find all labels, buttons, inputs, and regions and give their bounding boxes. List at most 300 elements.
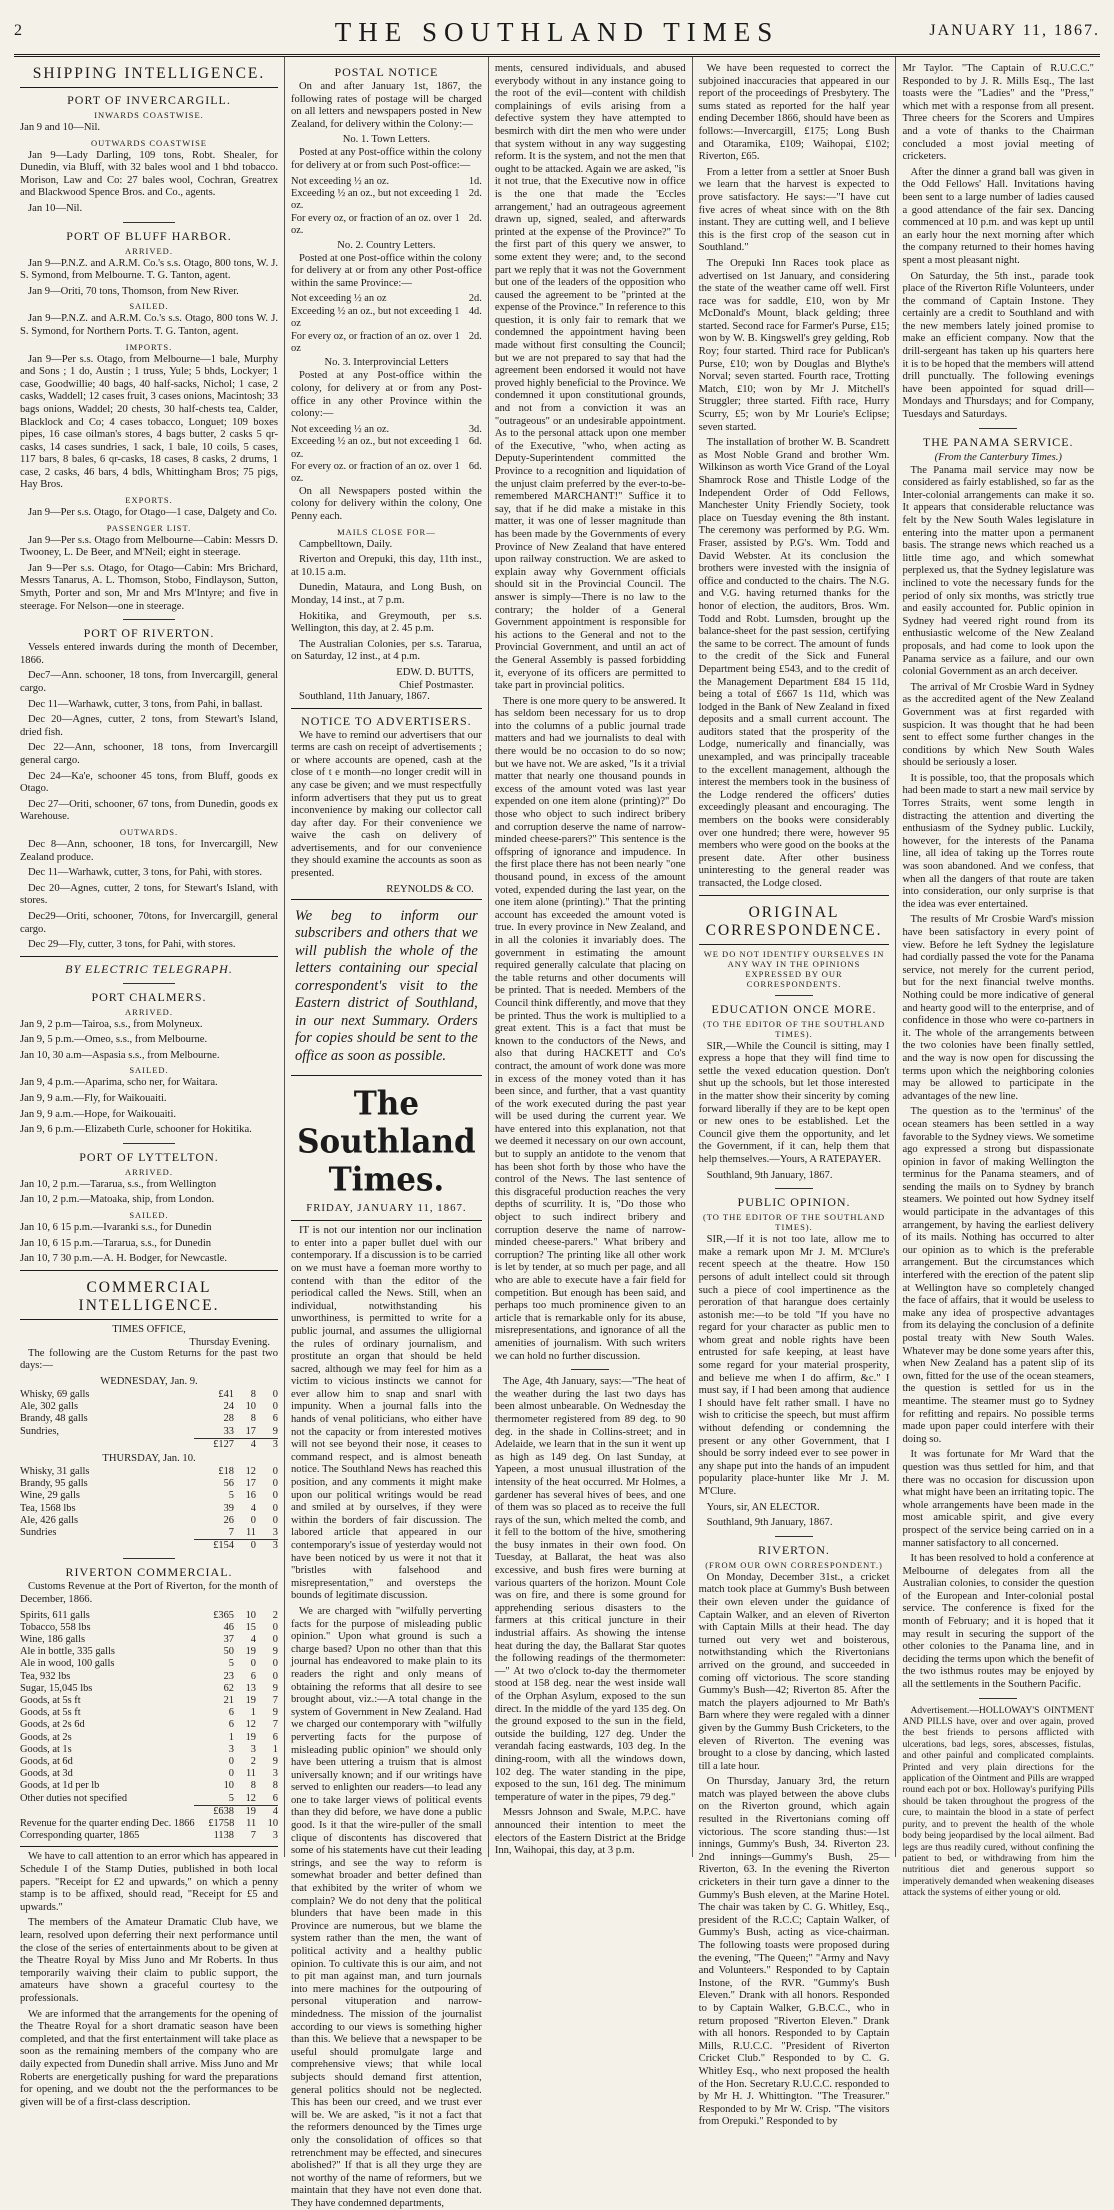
education-letter-place: Southland, 9th January, 1867. bbox=[706, 1169, 833, 1181]
table-cell-label: Sundries bbox=[20, 1527, 57, 1539]
table-cell-value: 0 bbox=[272, 1514, 278, 1526]
education-letter-head: EDUCATION ONCE MORE. bbox=[711, 1001, 877, 1016]
table-cell-label: Other duties not specified bbox=[20, 1792, 128, 1804]
sailed-label: SAILED. bbox=[129, 1210, 169, 1221]
table-cell-value: 17 bbox=[245, 1425, 256, 1437]
table-cell-value: 0 bbox=[272, 1389, 278, 1400]
column-3 bbox=[489, 57, 693, 1857]
oddfellows-item: The installation of brother W. B. Scandrett as Most Noble Grand and brother Wm. Wilkinson as worth Vice Grand of the Loyal Shamrock Rose and Thistle Lodge of the Independent Order of Odd Fellows, Manchester Unity Friendly Society, took place on Tuesday evening the 8th instant. The ceremony was performed by P.G. Wm. Fraser, assisted by P.G's. Wm. Todd and David Webster. At its conclusion the brothers were invested with the insignia of office and conducted to the chairs. The N.G. and V.G. having returned thanks for the honor of election, the auditors, Bros. Wm. Todd and Robt. Lumsden, brought up the balance-sheet for the past session, certifying the same to be correct. The amount of funds to the credit of the Sick and Funeral Department being £543, and to the credit of the Management Department £84 15 11d, being a total of £667 1s 11d, which was lodged in the Bank of New Zealand in fixed deposits and a small current account. The auditors stated that the prosperity of the Lodge, numerically and financially, was unexampled, and was principally traceable to the excellent management, although the interest the members took in the business of the Lodge rendered the officers' duties exceedingly pleasant and encouraging. The members on the books were considerably over one hundred; there were, however 95 members who were good on the books at the present date. After other business uninteresting to the general reader was transacted, the Lodge closed. bbox=[698, 437, 890, 889]
rate-label: Exceeding ½ an oz., but not exceeding 1 oz. bbox=[291, 436, 460, 460]
times-office: TIMES OFFICE, bbox=[112, 1323, 186, 1335]
table-cell-value: 3 bbox=[250, 1743, 256, 1755]
table-cell-value: 5 bbox=[228, 1490, 234, 1502]
mails-entry: Riverton and Orepuki, this day, 11th inst., at 10.15 a.m. bbox=[291, 554, 482, 578]
thursday-table bbox=[20, 1466, 278, 1539]
rate-value: 2d. bbox=[468, 330, 482, 342]
table-row bbox=[20, 1695, 278, 1707]
rate-row bbox=[291, 424, 482, 436]
table-row bbox=[20, 1527, 278, 1539]
panama-service-head: THE PANAMA SERVICE. bbox=[922, 434, 1074, 449]
shipping-headline: SHIPPING INTELLIGENCE. bbox=[20, 65, 278, 88]
running-date: JANUARY 11, 1867. bbox=[929, 22, 1100, 39]
postal-notice-head: POSTAL NOTICE bbox=[334, 65, 439, 79]
table-cell-label: Ale in wood, 100 galls bbox=[20, 1658, 115, 1670]
table-cell-value: 11 bbox=[245, 1527, 256, 1539]
riverton-customs-total bbox=[20, 1805, 278, 1818]
divider bbox=[20, 956, 278, 957]
table-cell-value: 0 bbox=[228, 1756, 234, 1768]
table-cell-label: Revenue for the quarter ending Dec. 1866 bbox=[20, 1818, 195, 1830]
shipping-entry: Jan 9, 2 p.m—Tairoa, s.s., from Molyneux. bbox=[20, 1018, 203, 1030]
table-cell-value: 13 bbox=[245, 1682, 256, 1694]
rate-label: Exceeding ½ an oz., but not exceeding 1 oz. bbox=[291, 187, 460, 212]
table-row bbox=[20, 1830, 278, 1842]
table-cell-label: Wine, 186 galls bbox=[20, 1634, 86, 1646]
shipping-entry: Dec 20—Agnes, cutter, 2 tons, for Stewart's Island, with stores. bbox=[20, 882, 278, 907]
table-row bbox=[20, 1671, 278, 1683]
shipping-entry: Jan 10, 6 15 p.m.—Tararua, s.s., for Dunedin bbox=[20, 1237, 212, 1249]
shipping-entry: Dec 11—Warhawk, cutter, 3 tons, for Pahi, with stores. bbox=[28, 867, 262, 879]
lyttelton-head: PORT OF LYTTELTON. bbox=[79, 1149, 219, 1164]
table-row bbox=[20, 1793, 278, 1805]
table-cell-value: 56 bbox=[223, 1478, 234, 1490]
divider bbox=[291, 708, 482, 709]
table-cell-label: Goods, at 2s bbox=[20, 1731, 72, 1743]
table-cell-label: Goods, at 5s ft bbox=[20, 1695, 81, 1707]
columns bbox=[14, 57, 1100, 2209]
commercial-headline: COMMERCIAL INTELLIGENCE. bbox=[20, 1279, 278, 1320]
postal-rates-3 bbox=[291, 424, 482, 486]
table-row bbox=[20, 1466, 278, 1478]
rate-row bbox=[291, 461, 482, 486]
public-opinion-place: Southland, 9th January, 1867. bbox=[706, 1517, 833, 1529]
table-cell-value: 6 bbox=[272, 1413, 278, 1425]
rate-value: 2d. bbox=[468, 212, 482, 224]
shipping-entry: Jan 10, 6 15 p.m.—Ivaranki s.s., for Dunedin bbox=[20, 1222, 212, 1234]
editorial-paragraph: IT is not our intention nor our inclination to enter into a paper bullet duel with our contemporary. If a discussion is to be carried on we must have a foeman more worthy to contend with than the editor of the periodical called the News. Still, when an individual, notwithstanding his unworthiness, is permitted to write for a public journal, and assumes the ulligiornal the rules of ordinary journalism, and prostitute an organ that should be held sacred, although we may feel for him as a victim to vicious instincts we cannot for ever allow him to snap and snarl with impunity. When a journal falls into the hands of venal politicians, who either have not the capacity or from interested motives will not see beyond their nose, it ceases to command respect, and is almost beneath notice. The Southland News has reached this position, and any comments it might make upon our political writings would be read and smiled at by ourselves, if they were within the borders of fair discussion. The labored article that appeared in our contemporary's issue of yesterday would not have been noticed by us were it not that it "bristles with falsehood and misrepresentation," and oversteps the bounds of legitimate discussion. bbox=[291, 1225, 482, 1602]
table-row bbox=[20, 1683, 278, 1695]
shipping-entry: Jan 9, 9 a.m.—Fly, for Waikouaiti. bbox=[20, 1093, 167, 1105]
shipping-entry: Jan 9, 9 a.m.—Hope, for Waikouaiti. bbox=[20, 1108, 177, 1120]
shipping-entry: Dec 20—Agnes, cutter, 2 tons, from Stewart's Island, dried fish. bbox=[20, 714, 278, 738]
table-cell-label: Goods, at 1d per lb bbox=[20, 1780, 100, 1792]
table-cell-value: £41 bbox=[218, 1389, 234, 1400]
shipping-entry: Dec 24—Ka'e, schooner 45 tons, from Bluff, goods ex Otago. bbox=[20, 770, 278, 795]
table-cell-label: Brandy, 95 galls bbox=[20, 1478, 88, 1490]
table-row bbox=[20, 1610, 278, 1622]
table-cell-value: 2 bbox=[272, 1609, 278, 1621]
postmaster-name: EDW. D. BUTTS, bbox=[396, 666, 474, 678]
table-cell-label: Goods, at 5s ft bbox=[20, 1707, 81, 1719]
mails-entry: The Australian Colonies, per s.s. Tararua, on Saturday, 12 inst., at 4 p.m. bbox=[291, 638, 482, 663]
cricket-report: Mr Taylor. "The Captain of R.U.C.C." Responded to by J. R. Mills Esq., The last toasts were the "Ladies" and the "Press," which met with a response from all present. Three cheers for the Scorers and Umpires and a vote of thanks to the Chairman concluded a most jovial meeting of cricketers. bbox=[902, 63, 1094, 163]
table-cell-value: 6 bbox=[228, 1719, 234, 1731]
table-cell-label bbox=[20, 1805, 194, 1818]
cricket-report: On Thursday, January 3rd, the return match was played between the above clubs on the Riverton ground, which again resulted in the Rivertonians coming off victorious. The score standing thus:—1st innings, Gummy's Bush, 34. Riverton 23. 2nd innings—Gummy's Bush, 25—Riverton, 63. In the evening the Riverton cricketers in their turn gave a dinner to the Gummy's Bush eleven, at the Marine Hotel. The chair was taken by C. G. Whitley, Esq., president of the R.C.C; Captain Walker, of Gummy's Bush, acting as vice-chairman. The following toasts were proposed during the evening, "The Queen;" "Army and Navy and Volunteers." Responded to by Captain Instone, of the RVR. "Gummy's Bush Eleven." Drank with all honors. Responded to by Captain Walker, G.B.C.C., who in return proposed "Riverton Eleven." Drank with all honors. Responded to by Captain Mills, R.U.C.C. "President of Riverton Cricket Club." Responded to by C. G. Whitley Esq., who next proposed the health of the Hon. Secretary R.U.C.C. responded to by Mr H. J. Whittington. "The Treasurer." Responded to by Mr W. Crisp. "The visitors from Orepuki." Responded to by bbox=[698, 1776, 890, 2128]
mails-entry: Dunedin, Mataura, and Long Bush, on Monday, 14 inst., at 7 p.m. bbox=[291, 582, 482, 606]
table-cell-value: 19 bbox=[245, 1646, 256, 1658]
shipping-entry: Dec 27—Oriti, schooner, 67 tons, from Dunedin, goods ex Warehouse. bbox=[20, 798, 278, 823]
mails-close-head: MAILS CLOSE FOR— bbox=[337, 526, 436, 537]
table-cell-value: 3 bbox=[228, 1743, 234, 1755]
postal-rates-1 bbox=[291, 176, 482, 238]
table-cell-value: 19 bbox=[245, 1731, 256, 1743]
original-correspondence-head: ORIGINAL CORRESPONDENCE. bbox=[705, 903, 883, 939]
sailed-label: SAILED. bbox=[129, 1065, 169, 1076]
table-cell-value: 9 bbox=[272, 1682, 278, 1694]
table-cell-value: 6 bbox=[272, 1792, 278, 1804]
table-cell-value: 0 bbox=[272, 1502, 278, 1514]
divider bbox=[291, 1220, 482, 1221]
table-cell-value: 0 bbox=[250, 1658, 256, 1670]
divider bbox=[775, 1536, 813, 1537]
table-cell-value: 4 bbox=[250, 1634, 256, 1646]
editorial-paragraph: We are charged with "wilfully perverting facts for the purpose of misleading public opinion." Upon what ground is such a charge based? Upon no other than that this journal has endeavored to make plain to its readers the right and only means of obtaining the reforms that all desire to see brought about, viz.:—A total change in the system of Government in New Zealand. Had we charged our contemporary with "wilfully perverting facts for the purpose of misleading public opinion" we should only have been uttering a truism that is almost universally known; and if our writings have served to enlighten our readers—to lead any one to take larger views of political events than they did before, we have done a public good. Is it that the wire-puller of the small clique of discontents has discovered that some of his statements have cut their leading strings, and see the way to reform is somewhat broader and better defined than that exhibited by the writer of whom we complain? We do not deny that the political blunders that have been made in this Province are numerous, but we blame the system rather than the men, the want of political activity and a healthy public opinion. To cultivate this is our aim, and not to pit man against man, and turn journals into mere machines for the outpouring of personal vituperation and narrow-mindedness. The mission of the journalist according to our views is something higher than this. We believe that a newspaper to be useful should promulgate large and comprehensive views; that while local subjects should demand first attention, general politics should not be neglected. This has been our creed, and we trust ever will be. We are asked, "is it not a fact that the reformers denounced by the Times urge only the consolidation of offices so that retrenchment may be effected, and sinecures abolished?" If that is all they urge they are not worthy of the name of reformers, but we maintain that they have not even done that. They have condemned departments, bbox=[291, 1605, 482, 2209]
table-cell-label: Whisky, 31 galls bbox=[20, 1466, 90, 1478]
advertisers-notice-sig: REYNOLDS & CO. bbox=[386, 883, 474, 895]
customs-intro: The following are the Custom Returns for the past two days:— bbox=[20, 1347, 278, 1372]
divider bbox=[20, 1270, 278, 1271]
column-5 bbox=[896, 57, 1100, 1899]
table-row bbox=[20, 1490, 278, 1502]
rifles-report: On Saturday, the 5th inst., parade took place of the Riverton Rifle Volunteers, under the command of Captain Instone. They certainly are a credit to Southland and with the new members lately joined promise to make an efficient company. Now that the drill-sergeant has taken up his quarters here it is to be hoped that the members will attend drill punctually. The following evenings have been appointed for squad drill—Mondays and Thursdays; and for Company, Tuesdays and Saturdays. bbox=[902, 270, 1094, 421]
table-cell-value: 15 bbox=[245, 1621, 256, 1633]
shipping-entry: Jan 10, 30 a.m—Aspasia s.s., from Melbourne. bbox=[20, 1049, 220, 1061]
mails-entry: Hokitika, and Greymouth, per s.s. Wellington, this day, at 2. 45 p.m. bbox=[291, 610, 482, 635]
table-cell-label: Corresponding quarter, 1865 bbox=[20, 1830, 140, 1842]
table-cell-value: 24 bbox=[223, 1401, 234, 1413]
table-cell-value: 5 bbox=[228, 1792, 234, 1804]
panama-paragraph: The Panama mail service may now be considered as fairly established, so far as the Inter-colonial arrangements can make it so. It appears that considerable reluctance was felt by the New South Wales legislature in entering into the matter upon a permanent basis. The strange news which reached us a little time ago, and which somewhat perplexed us, that the Sydney legislature was inclined to vote the necessary funds for the period of only six months, was strictly true and easily accounted for. Public opinion in Sydney had veered right round from its enthusiastic welcome of the New Zealand proposals, and had come to look upon the Panama service as a failure, and our own colonial Government as an arch deceiver. bbox=[902, 464, 1094, 678]
shipping-entry: Jan 9—P.N.Z. and A.R.M. Co.'s s.s. Otago, 800 tons W. J. S. Symond, for Northern Ports. T. G. Tanton, agent. bbox=[20, 313, 278, 337]
divider bbox=[571, 1369, 609, 1370]
public-opinion-sig: Yours, sir, AN ELECTOR. bbox=[706, 1501, 820, 1513]
thursday-evening: Thursday Evening. bbox=[189, 1336, 270, 1348]
table-row bbox=[20, 1818, 278, 1830]
table-cell-value: 6 bbox=[228, 1707, 234, 1719]
postmaster-place: Southland, 11th January, 1867. bbox=[299, 690, 430, 702]
shipping-entry: Dec 8—Ann, schooner, 18 tons, for Invercargill, New Zealand produce. bbox=[20, 838, 278, 863]
rate-value: 2d. bbox=[468, 293, 482, 305]
column-2 bbox=[285, 57, 489, 2209]
revenue-quarter-1865 bbox=[20, 1830, 278, 1842]
table-cell-value: 0 bbox=[250, 1514, 256, 1526]
divider bbox=[699, 944, 890, 945]
table-cell-value: £154 bbox=[194, 1539, 234, 1552]
nameplate: The Southland Times. bbox=[297, 1085, 476, 1199]
column-4 bbox=[693, 57, 897, 2128]
divider bbox=[123, 1143, 175, 1144]
rate-row bbox=[291, 436, 482, 461]
table-cell-value: 6 bbox=[250, 1670, 256, 1682]
table-cell-value: 7 bbox=[272, 1719, 278, 1731]
rate-label: Not exceeding ½ an oz. bbox=[291, 423, 390, 435]
imports-label: IMPORTS. bbox=[125, 341, 173, 352]
rate-value: 4d. bbox=[468, 305, 482, 317]
table-cell-value: 12 bbox=[245, 1792, 256, 1804]
bluff-head: PORT OF BLUFF HARBOR. bbox=[66, 228, 232, 243]
table-cell-value: 12 bbox=[245, 1719, 256, 1731]
table-cell-value: 8 bbox=[250, 1780, 256, 1792]
passenger-label: PASSENGER LIST. bbox=[106, 522, 192, 533]
panama-paragraph: The results of Mr Crosbie Ward's mission have been satisfactory in every point of view. Before he left Sydney the legislature had cordially passed the vote for the Panama service, not merely for the current period, but for the next financial twelve months. Nothing could be more indicative of general and hearty good will to the enterprise, and of confidence in those who were co-partners in it. The whole of the arrangements between the two colonies have been finally settled, and the way is now open for discussing the terms upon which the neighboring colonies may be allowed to participate in the advantages of the new line. bbox=[902, 914, 1094, 1102]
table-cell-value: 3 bbox=[272, 1830, 278, 1842]
table-cell-label: Ale in bottle, 335 galls bbox=[20, 1646, 115, 1658]
table-cell-value: 28 bbox=[223, 1413, 234, 1425]
table-cell-label: Goods, at 6d bbox=[20, 1756, 73, 1768]
shipping-entry: Dec7—Ann. schooner, 18 tons, from Invercargill, general cargo. bbox=[20, 670, 278, 694]
shipping-entry: Jan 10, 2 p.m.—Matoaka, ship, from London. bbox=[20, 1194, 215, 1206]
education-letter: SIR,—While the Council is sitting, may I express a hope that they will find time to settle the vexed education question. Don't shut up the schools, but let those interested in the matter show their sincerity by coming forward liberally if they are to be kept open or new ones to be established. Let the Council give them the opportunity, and let the Government, if it can, help them that help themselves.—Yours, A RATEPAYER. bbox=[698, 1040, 890, 1165]
table-cell-value: 0 bbox=[272, 1634, 278, 1646]
shipping-entry: Vessels entered inwards during the month of December, 1866. bbox=[20, 642, 278, 666]
advertisers-notice-text: We have to remind our advertisers that our terms are cash on receipt of advertisements ; or where accounts are opened, cash at the close of t e month—no longer credit will in any case be given; and we must respectfully inform advertisers that they put us to great inconvenience by making our collector call day after day. For their convenience we waive the cash on delivery of advertisements, and for our convenience they should examine the accounts as soon as presented. bbox=[291, 729, 482, 880]
table-row bbox=[20, 1768, 278, 1780]
outwards-label: OUTWARDS COASTWISE bbox=[91, 137, 207, 148]
table-cell-value: 17 bbox=[245, 1478, 256, 1490]
editorial-paragraph: ments, censured individuals, and abused everybody without in any instance going to the root of the evil—content with childish complainings of evils arising from a defective system they have attempted to besmirch with dirt the men who were under that system without in any way suggesting reform. It is the system, and not the men that ought to be attacked. Again we are asked, "is it not true, that the Executive now in office is the one that made the 'Eccles arrangement,' had an outrageous agreement drawn up, signed, sealed, and afterwards printed at the expense of the Province?" To the first part of this query we answer, to some extent they were; and, to the second part we reply that it was not the Government but one of the leaders of the opposition who caused the agreement to be "printed at the expense of the Province." In reference to this question, it is only fair to remark that we condemned the appointment having been made without first consulting the Council; but we are not prepared to say that had the agreement been endorsed it would not have proved highly beneficial to the Province. We condemned it upon constitutional grounds, and not from a conviction it was an "outrageous" or an undesirable appointment. As to the personal attack upon one member of the Executive, "who, when acting as Deputy-Superintendent committed the Province to a recognition and liquidation of the unjust claim preferred by the ever-to-be-remembered MARCHANT!" Suffice it to say, that if he did make a mistake in this matter, it was one of lesser magnitude than has been made by the Governments of every Province of New Zealand that have entered upon railway construction. We are asked to explain away why Government officials should sit in the Provincial Council. The answer is simply—There is no law to the contrary; the holder of a General Government appointment is responsible for his actions to the General and not to the Provincial Government, and until an act of the General Assembly is passed forbidding it, everyone of its officers are permitted to take part in provincial politics. bbox=[494, 63, 686, 692]
divider bbox=[699, 895, 890, 896]
rate-label: For every oz, or fraction of an oz. over 1 oz. bbox=[291, 212, 460, 237]
rate-value: 6d. bbox=[468, 436, 482, 448]
invercargill-head: PORT OF INVERCARGILL. bbox=[67, 93, 231, 107]
races-item: The Orepuki Inn Races took place as advertised on 1st January, and considering the state of the weather came off well. First race was for saddle, £10, won by Mr McDonald's Mount, black gelding; three started. Second race for Farmer's Purse, £15; won by W. B. Kingswell's grey gelding, Rob Roy; four started. Third race for Publican's Purse, £10; won by Douglas and Blythe's Norval; seven started. Fourth race, Trotting Match, £10; won by Mr J. Mitchell's Struggler; three started. Fifth race, Hurry Scurry, £5; won by Mr Lourie's Eclipse; seven started. bbox=[698, 257, 890, 433]
table-cell-value: 9 bbox=[272, 1646, 278, 1658]
rate-row bbox=[291, 293, 482, 305]
table-cell-value: 10 bbox=[267, 1818, 279, 1830]
table-cell-label: Tobacco, 558 lbs bbox=[20, 1621, 91, 1633]
shipping-entry: Jan 9, 5 p.m.—Omeo, s.s., from Melbourne. bbox=[20, 1034, 208, 1046]
table-cell-label: Tea, 1568 lbs bbox=[20, 1502, 76, 1514]
table-cell-value: 0 bbox=[228, 1768, 234, 1780]
shipping-entry: Jan 9—Lady Darling, 109 tons, Robt. Shealer, for Dunedin, via Bluff, with 32 bales wool and 1 bhd tobacco. Morison, Law and Co: 27 bales wool, Cochran, Greatrex and Blackwood Spence Bros. and Co., agents. bbox=[20, 149, 278, 199]
wednesday-total bbox=[20, 1438, 278, 1451]
postal-no2-text: Posted at one Post-office within the colony for delivery at or from any other Post-office within the same Province:— bbox=[291, 252, 482, 289]
table-cell-label: Sugar, 15,045 lbs bbox=[20, 1682, 93, 1694]
table-cell-value: 0 bbox=[272, 1401, 278, 1413]
table-cell-value: 3 bbox=[272, 1527, 278, 1539]
editorial-dateline: FRIDAY, JANUARY 11, 1867. bbox=[306, 1202, 467, 1215]
table-cell-value: 3 bbox=[272, 1768, 278, 1780]
sailed-label: SAILED. bbox=[129, 301, 169, 312]
table-row bbox=[20, 1426, 278, 1438]
panama-paragraph: The arrival of Mr Crosbie Ward in Sydney as the accredited agent of the New Zealand Government was at first regarded with suspicion. It was thought that he had been sent to effect some further changes in the conditions by which New South Wales should be seriously a loser. bbox=[902, 681, 1094, 769]
arrived-label: ARRIVED. bbox=[125, 245, 173, 256]
divider bbox=[291, 899, 482, 900]
table-row bbox=[20, 1503, 278, 1515]
table-cell-value: 10 bbox=[223, 1780, 234, 1792]
arrived-label: ARRIVED. bbox=[125, 1166, 173, 1177]
table-cell-value: 5 bbox=[228, 1658, 234, 1670]
postal-no3-text: Posted at any Post-office within the colony, for delivery at or from any Post-office in any other Province within the colony:— bbox=[291, 370, 482, 420]
rate-row bbox=[291, 331, 482, 356]
riverton-news-source: (FROM OUR OWN CORRESPONDENT.) bbox=[705, 1559, 883, 1570]
table-cell-value: 9 bbox=[272, 1707, 278, 1719]
public-opinion-letter: SIR,—If it is not too late, allow me to make a remark upon Mr J. M. M'Clure's recent speech at the theatre. How 150 persons of adult intellect could sit through such a piece of cool impertinence as the peroration of that harangue does certainly astonish me:—to be told "If you have no regard for your character as public men to whom great and noble rights have been entrusted for safe keeping, at least have some regard for your material prosperity, and believe me when I do affirm, &c." I must say, if I had been among that audience I should have felt rather small. I have no wish to criticise the speech, but must affirm without defending or condemning the present or any other Government, that I should be sorry indeed ever to see power in any shape put into the hands of an impudent popularity place-hunter like Mr J. M. M'Clure. bbox=[698, 1234, 890, 1497]
table-row bbox=[20, 1744, 278, 1756]
thursday-total bbox=[20, 1539, 278, 1552]
table-cell-value: 1138 bbox=[213, 1830, 234, 1842]
table-row bbox=[20, 1658, 278, 1670]
table-row bbox=[20, 1719, 278, 1731]
shipping-entry: Jan 9—Oriti, 70 tons, Thomson, from New River. bbox=[28, 285, 239, 297]
table-row bbox=[20, 1389, 278, 1401]
table-cell-value: 10 bbox=[245, 1401, 256, 1413]
table-cell-value: 33 bbox=[223, 1425, 234, 1437]
table-total-row bbox=[20, 1539, 278, 1552]
table-cell-value: 0 bbox=[272, 1466, 278, 1478]
shipping-entry: Jan 9—Per s.s. Otago, from Melbourne—1 bale, Murphy and Sons ; 1 do, Austin ; 1 truss, Yule; 5 bhds, Lockyer; 1 case, Goodwillie; 40 bags, 40 half-sacks, Nichol; 1 case, 2 casks, Waddell; 12 cases fruit, 3 cases onions, Macintosh; 33 bags onions, Waddel; 20 chests, 30 half-chests tea, Calder, Blacklock and Co; 4 cases tobacco, Longuet; 109 boxes pipes, 16 case oilman's stores, 4 bags butter, 2 casks 5 qr-casks, 14 cases sundries, 1 sack, 1 bale, 10 coils, 5 cases, 117 bars, 8 bales, 6 qr-casks, 18 cases, 8 casks, 2 drums, 1 case, 2 casks, 46 bars, 4 bdls, Whittingham Bros; 75 pigs, Hay Bros. bbox=[20, 353, 278, 491]
table-cell-label: Ale, 302 galls bbox=[20, 1401, 79, 1413]
ball-report: After the dinner a grand ball was given in the Odd Fellows' Hall. Invitations having been sent to a large number of ladies caused a good attendance of the fair sex. Dancing commenced at 10 p.m. and was kept up until an early hour the next morning after which the company returned to their homes having spent a most pleasant night. bbox=[902, 166, 1094, 266]
postal-rates-2 bbox=[291, 293, 482, 355]
amateur-notice: The members of the Amateur Dramatic Club have, we learn, resolved upon deferring their next performance until the close of the series of entertainments about to be given at the Theatre Royal by Miss Juno and Mr Roberts. In thus temporarily waiving their claim to public support, the amateurs have shown a graceful courtesy to the professionals. bbox=[20, 1917, 278, 2005]
page-number: 2 bbox=[14, 22, 22, 39]
thursday-label: THURSDAY, Jan. 10. bbox=[102, 1453, 196, 1465]
rate-value: 1d. bbox=[468, 175, 482, 187]
table-cell-value: 8 bbox=[250, 1389, 256, 1400]
column-1 bbox=[14, 57, 285, 2108]
rate-label: For every oz. or fraction of an oz. over 1 oz. bbox=[291, 461, 460, 485]
table-cell-label bbox=[20, 1539, 194, 1552]
masthead bbox=[14, 10, 1100, 57]
table-cell-label: Whisky, 69 galls bbox=[20, 1389, 90, 1400]
table-cell-value: 10 bbox=[245, 1609, 256, 1621]
table-cell-value: 3 bbox=[256, 1539, 278, 1552]
postmaster-title: Chief Postmaster. bbox=[399, 679, 474, 691]
table-cell-value: 7 bbox=[272, 1695, 278, 1707]
divider bbox=[123, 1558, 175, 1559]
shipping-entry: Jan 9—P.N.Z. and A.R.M. Co.'s s.s. Otago, 800 tons, W. J. S. Symond, from Melbourne. T. G. Tanton, agent. bbox=[20, 257, 278, 282]
rate-row bbox=[291, 188, 482, 213]
rate-label: Exceeding ½ an oz., but not exceeding 1 oz bbox=[291, 305, 460, 330]
postal-no1-text: Posted at any Post-office within the colony for delivery at or from such Post-office:— bbox=[291, 147, 482, 171]
postal-no3: No. 3. Interprovincial Letters bbox=[324, 357, 449, 369]
postal-intro: On and after January 1st, 1867, the following rates of postage will be charged on all letters and newspapers posted in New Zealand, for delivery within the Colony:— bbox=[291, 81, 482, 130]
wednesday-label: WEDNESDAY, Jan. 9. bbox=[100, 1376, 198, 1387]
outwards-label: OUTWARDS. bbox=[119, 826, 179, 837]
table-cell-value: 62 bbox=[223, 1682, 234, 1694]
holloway-advertisement: Advertisement.—HOLLOWAY'S OINTMENT AND PILLS have, over and over again, proved the best friends to persons afflicted with ulcerations, bad legs, sores, abscesses, fistulas, and other painful and complicated complaints. Printed and very plain directions for the application of the Ointment and Pills are wrapped round each pot or box. Holloway's purifying Pills should be taken throughout the progress of the cure, to maintain the blood in a state of perfect purity, and to prevent the health of the whole body being jeopardised by the local ailment. Bad legs are thus readily cured, without confining the patient to bed, or withdrawing from him the nutritious diet and generous support so imperatively demanded when weakening diseases attack the systems of either young or old. bbox=[902, 1704, 1094, 1899]
panama-paragraph: The question as to the 'terminus' of the ocean steamers has been settled in a way favorable to the Sydney views. We sometime ago expressed a strong but dispassionate opinion in favor of making Wellington the terminus for the Panama steamers, and of sending the mails on to Sydney by branch steamers. We pointed out how Sydney itself would participate in the advantages of this arrangement, by having the earliest delivery of its mails. Nothing has occurred to alter our opinion as to which is the preferable arrangement. But the circumstances which interfered with the erection of the patent slip at Wellington have so completely changed the face of affairs, that it would be useless to make any idea of prospective advantages from its delaying the conclusion of a definite postal treaty with New South Wales. Whatever may be done some years after this, when New Zealand has a patent slip of its own, fitted for the use of the ocean steamers, the question is settled for us in the meantime. The steamer must go to Sydney for refitting and repairs. No possible terms made upon paper could interfere with their doing so. bbox=[902, 1106, 1094, 1445]
table-row bbox=[20, 1707, 278, 1719]
rate-label: Not exceeding ½ an oz bbox=[291, 293, 387, 305]
table-cell-value: 26 bbox=[223, 1514, 234, 1526]
panama-paragraph: It is possible, too, that the proposals which had been made to start a new mail service by Torres Straits, went some length in distracting the attention and diverting the enthusiasm of the Sydney public. Luckily, however, for the interests of the Panama line, all idea of taking up the Torres route was soon abandoned. And we confess, that when all the dangers of that route are taken into consideration, our only surprise is that the idea was ever entertained. bbox=[902, 772, 1094, 910]
table-cell-value: 19 bbox=[245, 1695, 256, 1707]
table-cell-value: £1758 bbox=[208, 1818, 235, 1830]
johnson-swale-item: Messrs Johnson and Swale, M.P.C. have announced their intention to meet the electors of the Eastern District at the Bridge Inn, Waihopai, this day, at 3 p.m. bbox=[494, 1807, 686, 1857]
rate-value: 3d. bbox=[468, 423, 482, 435]
table-cell-value: £365 bbox=[213, 1609, 234, 1621]
panama-paragraph: It was fortunate for Mr Ward that the question was thus settled for him, and that there was no occasion for discussion upon what might have been an irritating topic. The whole arrangements have been made in the most amicable spirit, and give every prospect of the service being carried on in a manner satisfactory to all concerned. bbox=[902, 1449, 1094, 1549]
table-cell-value: 6 bbox=[272, 1731, 278, 1743]
table-cell-value: 1 bbox=[228, 1731, 234, 1743]
subscriber-notice: We beg to inform our subscribers and others that we will publish the whole of the letters containing our special correspondent's visit to the Eastern district of Southland, in our next Summary. Orders for copies should be sent to the office as soon as possible. bbox=[295, 907, 478, 1064]
table-cell-label: Wine, 29 galls bbox=[20, 1490, 80, 1502]
age-heatwave-item: The Age, 4th January, says:—"The heat of the weather during the last two days has been almost unbearable. On Wednesday the thermometer registered from 89 deg. to 90 deg. in the shade in Collins-street; and in Adelaide, we learn that in the sun it went up as high as 149 deg. On last Sunday, at Yapeen, a most unusual illustration of the intensity of the heat occurred. Mr Holmes, a gardener has several hives of bees, and one of them was so placed as to receive the full rays of the sun, which melted the comb, and it fell to the bottom of the hive, smothering the busy inmates in their own food. On Tuesday, at Ballarat, the heat was also excessive, and bush fires were burning at various quarters of the horizon. Mount Cole was on fire, and there is some ground for apprehending serious disasters to the farmers at this critical juncture in their industrial affairs. As showing the intense heat during the day, the Ballarat Star quotes the following readings of the thermometer:—" At two o'clock to-day the thermometer stood at 158 deg. near the west inside wall of the Orphan Asylum, exposed to the sun direct. In the middle of the yard 135 deg. On the ground exposed to the sun in the field, outside the building, 127 deg. Under the verandah facing eastwards, 103 deg. In the dining-room, with all the windows down, 102 deg. The water standing in the pipe, exposed to the sun, 161 deg. The minimum temperature of water in the pipes, 79 deg." bbox=[494, 1376, 686, 1803]
table-total-row bbox=[20, 1438, 278, 1451]
presbytery-item: We have been requested to correct the subjoined inaccuracies that appeared in our report of the proceedings of Presbytery. The sums stated as reported for the half year ending December 1866, should have been as follows:—Invercargill, £175; Long Bush and Otaramika, £109; Waihopai, £102; Riverton, £65. bbox=[698, 63, 890, 163]
table-cell-value: 0 bbox=[272, 1658, 278, 1670]
table-cell-value: 0 bbox=[272, 1670, 278, 1682]
table-cell-label bbox=[20, 1438, 194, 1451]
telegraph-head: BY ELECTRIC TELEGRAPH. bbox=[65, 961, 233, 976]
table-cell-value: 7 bbox=[250, 1830, 256, 1842]
riverton-port-head: PORT OF RIVERTON. bbox=[83, 626, 215, 641]
stamp-correction: We have to call attention to an error which has appeared in Schedule I of the Stamp Duties, published in both local papers. "Receipt for £2 and upwards," on which a penny stamp is to be affixed, should read, "Receipt for £5 and upwards." bbox=[20, 1851, 278, 1913]
table-cell-label: Brandy, 48 galls bbox=[20, 1413, 88, 1425]
divider bbox=[20, 1846, 278, 1847]
table-cell-value: 4 bbox=[256, 1805, 278, 1818]
riverton-commercial-intro: Customs Revenue at the Port of Riverton, for the month of December, 1866. bbox=[20, 1581, 278, 1606]
divider bbox=[979, 428, 1017, 429]
table-row bbox=[20, 1413, 278, 1425]
table-total-row bbox=[20, 1805, 278, 1818]
rate-value: 6d. bbox=[468, 461, 482, 472]
divider bbox=[123, 619, 175, 620]
table-cell-value: 8 bbox=[272, 1780, 278, 1792]
table-cell-value: 4 bbox=[250, 1502, 256, 1514]
shipping-entry: Jan 9—Per s.s. Otago, for Otago—Cabin: Mrs Brichard, Messrs Tanarus, A. L. Thomson, Stobo, Findlayson, Sutton, Smyth, Porter and son, Mr and Mrs M'Intyre; and five in steerage. For Nelson—one in steerage. bbox=[20, 562, 278, 612]
shipping-entry: Jan 9, 6 p.m.—Elizabeth Curle, schooner for Hokitika. bbox=[20, 1124, 252, 1136]
table-cell-label: Goods, at 1s bbox=[20, 1743, 72, 1755]
harvest-item: From a letter from a settler at Snoer Bush we learn that the harvest is expected to prove satisfactory. He says:—"I have cut five acres of wheat since with on the 8th instant. They are cutting well, and I believe this is the first crop of the season cut in Southland." bbox=[698, 166, 890, 254]
table-cell-value: 39 bbox=[223, 1502, 234, 1514]
cricket-report: On Monday, December 31st., a cricket match took place at Gummy's Bush between their own eleven under the guidance of Captain Walker, and an eleven of Riverton with Captain Mills at their head. The day turned out very wet and boisterous, notwithstanding which the Rivertonians arrived on the ground, and succeeded in coming off victorious. The score standing Gummy's Bush—42; Riverton 85. After the match the players adjourned to Mr Bath's Barn where they were regaled with a dinner given by the Gummy Bush Cricketers, to the eleven of Riverton. The evening was brought to a close by dancing, which lasted till a late hour. bbox=[698, 1571, 890, 1772]
riverton-customs-table bbox=[20, 1610, 278, 1805]
table-cell-value: 37 bbox=[223, 1634, 234, 1646]
divider bbox=[775, 1188, 813, 1189]
shipping-entry: Dec 11—Warhawk, cutter, 3 tons, from Pahi, in ballast. bbox=[28, 698, 263, 710]
table-cell-value: 2 bbox=[250, 1756, 256, 1768]
table-cell-value: 9 bbox=[272, 1425, 278, 1437]
table-row bbox=[20, 1401, 278, 1413]
divider bbox=[775, 995, 813, 996]
table-cell-value: 21 bbox=[223, 1695, 234, 1707]
table-row bbox=[20, 1780, 278, 1792]
shipping-entry: Jan 10, 2 p.m.—Tararua, s.s., from Wellington bbox=[20, 1178, 217, 1190]
table-cell-label: Sundries, bbox=[20, 1425, 59, 1437]
table-cell-value: 11 bbox=[245, 1768, 256, 1780]
table-row bbox=[20, 1622, 278, 1634]
table-cell-value: 0 bbox=[272, 1621, 278, 1633]
shipping-entry: Jan 9—Per s.s. Otago from Melbourne—Cabin: Messrs D. Twooney, L. De Beer, and M'Neil; eight in steerage. bbox=[20, 534, 278, 559]
table-row bbox=[20, 1634, 278, 1646]
shipping-entry: Jan 9 and 10—Nil. bbox=[20, 122, 101, 133]
running-title: THE SOUTHLAND TIMES bbox=[334, 17, 780, 47]
table-row bbox=[20, 1478, 278, 1490]
table-row bbox=[20, 1515, 278, 1527]
table-cell-value: £18 bbox=[218, 1466, 234, 1478]
inwards-label: INWARDS COASTWISE. bbox=[94, 110, 204, 120]
chalmers-head: PORT CHALMERS. bbox=[91, 989, 207, 1004]
public-opinion-head: PUBLIC OPINION. bbox=[737, 1195, 851, 1210]
theatre-notice: We are informed that the arrangements for the opening of the Theatre Royal for a short dramatic season have been completed, and that the first entertainment will take place as soon as the remaining members of the company who are daily expected from Dunedin shall arrive. Miss Juno and Mr Roberts are energetically pushing for ward the preparations for opening, and we doubt not the the performances to be given will be of a first-class description. bbox=[20, 2008, 278, 2108]
table-cell-value: 9 bbox=[272, 1756, 278, 1768]
divider bbox=[123, 222, 175, 223]
table-row bbox=[20, 1732, 278, 1744]
letter-addressee: (TO THE EDITOR OF THE SOUTHLAND TIMES). bbox=[702, 1018, 886, 1039]
rate-label: For every oz, or fraction of an oz. over 1 oz bbox=[291, 330, 460, 354]
table-cell-value: 12 bbox=[245, 1466, 256, 1478]
shipping-entry: Jan 10, 7 30 p.m.—A. H. Bodger, for Newcastle. bbox=[20, 1253, 227, 1265]
postal-newspapers: On all Newspapers posted within the colony for delivery within the colony, One Penny each. bbox=[291, 485, 482, 522]
shipping-entry: Dec29—Oriti, schooner, 70tons, for Invercargill, general cargo. bbox=[20, 910, 278, 935]
mails-entry: Campbelltown, Daily. bbox=[299, 538, 393, 550]
postal-no2: No. 2. Country Letters. bbox=[337, 239, 436, 251]
shipping-entry: Jan 9—Per s.s. Otago, for Otago—1 case, Dalgety and Co. bbox=[28, 507, 277, 519]
